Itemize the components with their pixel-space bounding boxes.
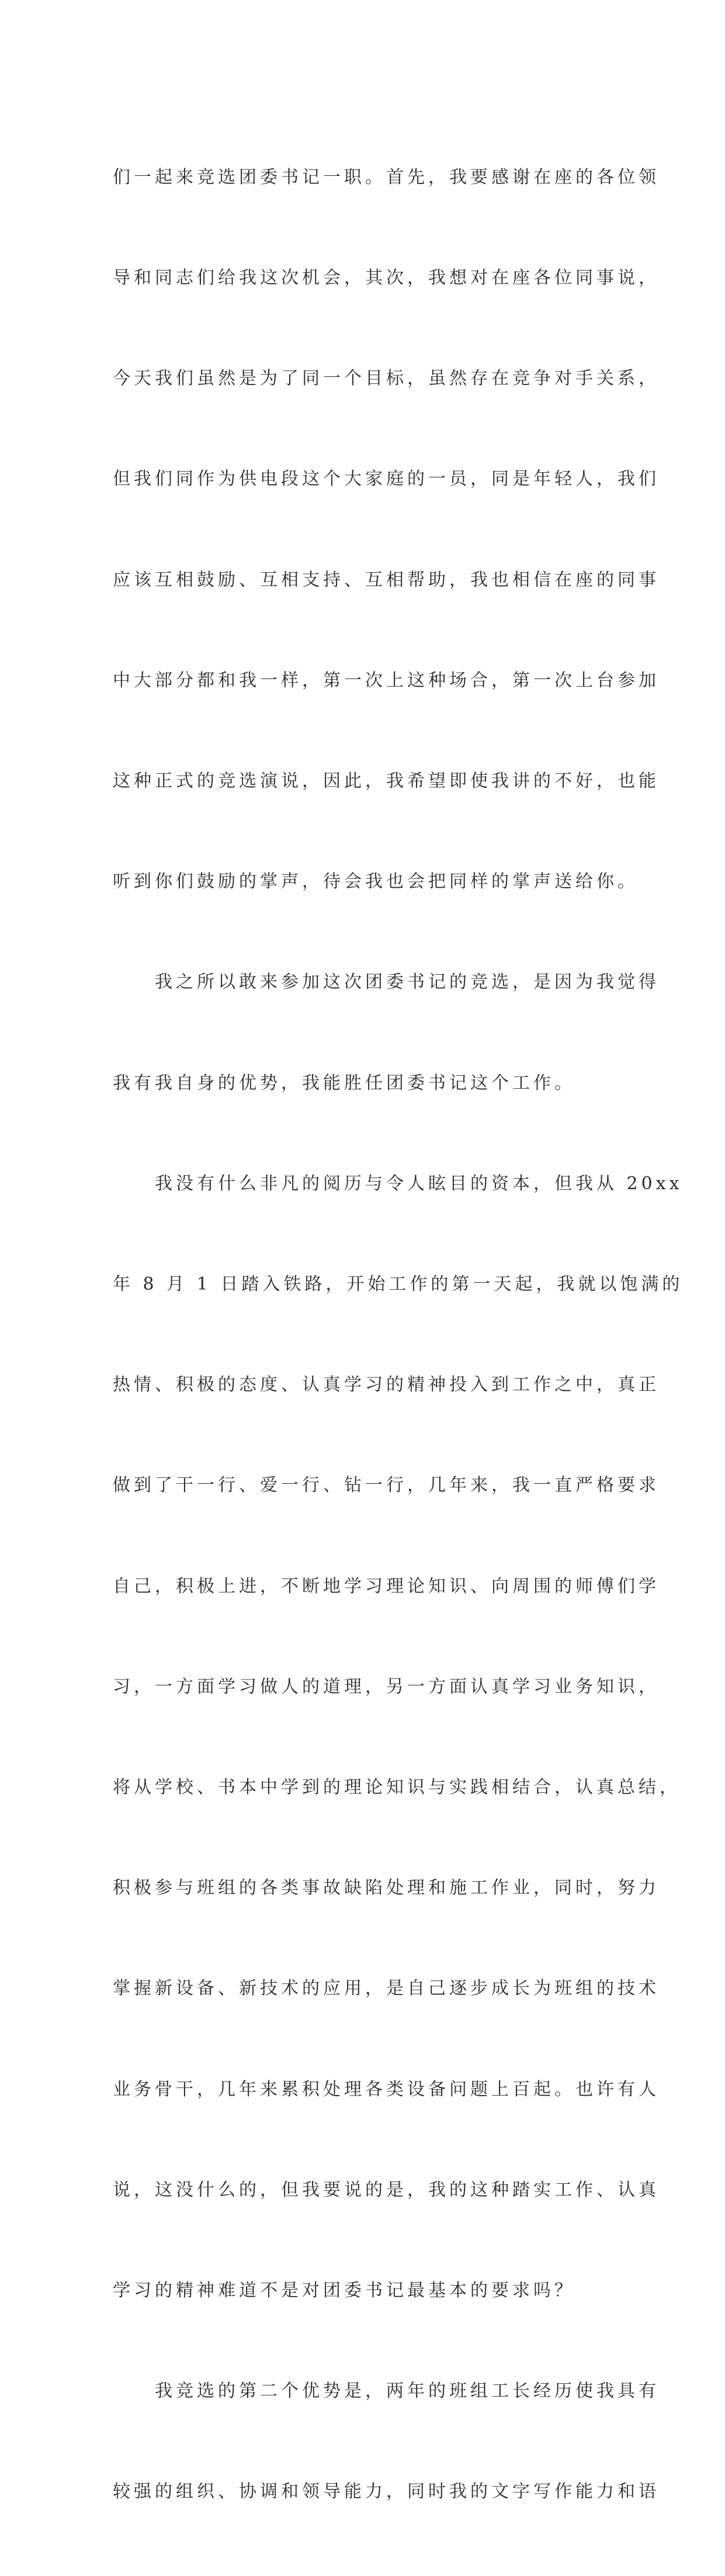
text-line: 将从学校、书本中学到的理论知识与实践相结合，认真总结， xyxy=(113,1777,681,1798)
text-line: 我有我自身的优势，我能胜任团委书记这个工作。 xyxy=(113,1072,575,1093)
text-line: 我没有什么非凡的阅历与令人眩目的资本，但我从 20xx xyxy=(113,1173,683,1194)
text-line: 我竞选的第二个优势是，两年的班组工长经历使我具有 xyxy=(113,2381,660,2402)
text-line: 掌握新设备、新技术的应用，是自己逐步成长为班组的技术 xyxy=(113,1978,660,1999)
text-line: 我之所以敢来参加这次团委书记的竞选，是因为我觉得 xyxy=(113,972,660,993)
text-line: 自己，积极上进，不断地学习理论知识、向周围的师傅们学 xyxy=(113,1576,660,1597)
text-line: 但我们同作为供电段这个大家庭的一员，同是年轻人，我们 xyxy=(113,469,660,490)
text-line: 习，一方面学习做人的道理，另一方面认真学习业务知识， xyxy=(113,1676,660,1697)
text-line: 年 8 月 1 日踏入铁路，开始工作的第一天起，我就以饱满的 xyxy=(113,1274,684,1295)
text-line: 热情、积极的态度、认真学习的精神投入到工作之中，真正 xyxy=(113,1374,660,1396)
text-line: 听到你们鼓励的掌声，待会我也会把同样的掌声送给你。 xyxy=(113,871,639,892)
text-line: 做到了干一行、爱一行、钻一行，几年来，我一直严格要求 xyxy=(113,1475,660,1496)
text-line: 较强的组织、协调和领导能力，同时我的文字写作能力和语 xyxy=(113,2481,660,2502)
text-line: 导和同志们给我这次机会，其次，我想对在座各位同事说， xyxy=(113,268,660,289)
text-line: 今天我们虽然是为了同一个目标，虽然存在竞争对手关系， xyxy=(113,368,660,389)
text-line: 学习的精神难道不是对团委书记最基本的要求吗？ xyxy=(113,2280,575,2301)
text-line: 应该互相鼓励、互相支持、互相帮助，我也相信在座的同事 xyxy=(113,569,660,590)
text-line: 业务骨干，几年来累积处理各类设备问题上百起。也许有人 xyxy=(113,2079,660,2100)
text-line: 这种正式的竞选演说，因此，我希望即使我讲的不好，也能 xyxy=(113,771,660,792)
text-line: 中大部分都和我一样，第一次上这种场合，第一次上台参加 xyxy=(113,670,660,691)
text-line: 们一起来竞选团委书记一职。首先，我要感谢在座的各位领 xyxy=(113,167,660,188)
text-line: 说，这没什么的，但我要说的是，我的这种踏实工作、认真 xyxy=(113,2179,660,2200)
document-body xyxy=(113,94,684,2576)
text-line: 积极参与班组的各类事故缺陷处理和施工作业，同时，努力 xyxy=(113,1878,660,1899)
